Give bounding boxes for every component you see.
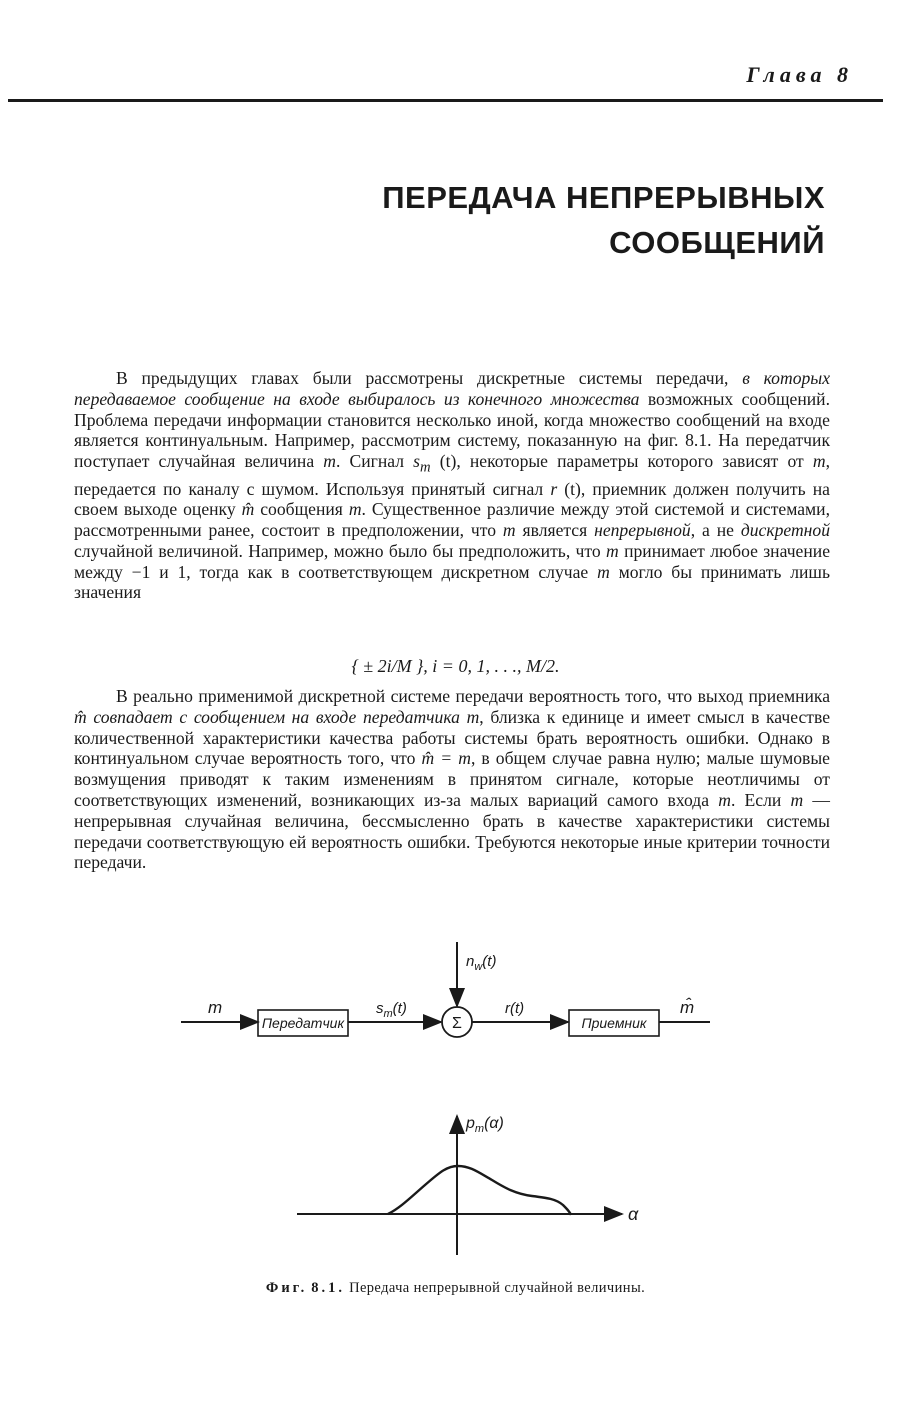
noise-label-arg: (t) [482, 953, 497, 970]
received-label: r(t) [505, 1000, 525, 1017]
signal-label [376, 1000, 407, 1020]
ylabel-arg: (α) [484, 1115, 504, 1132]
math-m: m [348, 499, 362, 520]
text-run: , в общем случае равна нулю; малые шумовые возмущения приводят к таким изменениям в принятом сигнале, которые неотличимы от соответствующих изменений, возникающих из-за малых вариаций самого входа [74, 748, 830, 810]
text-run-italic: дискретной [740, 520, 830, 541]
caption-fig-word: Фиг. [265, 1280, 308, 1296]
signal-label-main: s [376, 1000, 384, 1017]
paragraph-2 [74, 686, 830, 873]
text-run: сообщения [254, 499, 349, 520]
math-m: m [606, 540, 619, 561]
noise-label-main: n [466, 953, 475, 970]
text-run: , а не [690, 520, 741, 541]
text-run: , передается по каналу с шумом. Используя принятый сигнал [74, 451, 830, 499]
noise-label [466, 953, 496, 973]
text-run-italic: в которых передаваемое сообщение на входе выбиралось из конечного множества [74, 368, 831, 409]
math-r: r [550, 478, 558, 499]
text-run: является [515, 520, 595, 541]
math-m: m [790, 789, 804, 810]
title-line-2: СООБЩЕНИЙ [609, 225, 825, 260]
input-label: m [208, 998, 223, 1017]
title-line-1: ПЕРЕДАЧА НЕПРЕРЫВНЫХ [382, 180, 825, 215]
text-run-italic: совпадает с сообщением на входе передатчика [86, 706, 467, 727]
figure-caption [0, 1280, 911, 1297]
text-run: случайной величиной. Например, можно было бы предположить, что [74, 540, 607, 561]
signal-label-arg: (t) [392, 1000, 407, 1017]
math-mhat: m̂ [74, 706, 87, 727]
output-label: m̂ [680, 998, 695, 1017]
text-run: . Сигнал [336, 451, 414, 472]
text-run-italic: непрерывной [594, 520, 691, 541]
math-s: s [413, 451, 421, 472]
text-run: В реально применимой дискретной системе передачи вероятность того, [116, 686, 662, 706]
receiver-label: Приемник [581, 1015, 647, 1031]
math-equation: m̂ = m [421, 748, 471, 769]
transmitter-label: Передатчик [261, 1015, 345, 1031]
ylabel-sub: m [474, 1123, 485, 1135]
math-m: m [502, 520, 516, 541]
density-xlabel: α [628, 1204, 639, 1224]
text-run: . Если [730, 789, 791, 810]
text-run: возможных сообщений. Проблема передачи информации становится несколько иной, когда множество сообщений на входе является континуальным. Например, рассмотрим систему, показанную на фиг. 8.1. На передатчик поступает случайная величина [74, 388, 830, 472]
math-mhat: m̂ [241, 499, 255, 520]
sum-symbol: Σ [452, 1015, 462, 1032]
ylabel-main: p [466, 1115, 475, 1132]
paragraph-1 [74, 368, 830, 603]
chapter-label: Глава 8 [746, 62, 853, 87]
text-run: (t), приемник должен получить на своем выходе оценку [74, 478, 830, 520]
math-m: m [812, 451, 826, 472]
chapter-title [225, 175, 825, 265]
text-run: В предыдущих главах были рассмотрены дискретные системы передачи, [116, 368, 729, 388]
math-m: m [323, 451, 336, 472]
density-plot [297, 1116, 622, 1255]
text-run: принимает любое значение между −1 и 1, тогда как в соответствующем дискретном случае [74, 540, 831, 582]
math-m: m [597, 561, 610, 582]
caption-text: Передача непрерывной случайной величины. [349, 1280, 646, 1296]
text-run: , близка к единице и имеет смысл в качестве количественной характеристики качества работы системы брать вероятность ошибки. Однако в континуальном случае вероятность того, что [74, 706, 831, 769]
text-run: (t), некоторые параметры которого зависят от [430, 451, 813, 472]
density-ylabel [465, 1115, 504, 1135]
header-rule [8, 99, 883, 102]
density-curve [388, 1166, 571, 1215]
math-m: m [718, 789, 731, 810]
math-sub: m [420, 459, 431, 476]
text-run: могло бы принимать лишь значения [74, 561, 830, 603]
text-run: — непрерывная случайная величина, бессмысленно брать в качестве характеристики системы передачи соответствующую ей вероятность ошибки. Требуются некоторые иные критерии точности передачи. [74, 789, 831, 873]
text-run: что выход приемника [661, 686, 830, 706]
math-m: m [466, 706, 480, 727]
display-formula: { ± 2i/M }, i = 0, 1, . . ., M/2. [351, 656, 560, 676]
noise-label-sub: w [474, 961, 483, 973]
caption-fig-number: 8.1. [311, 1280, 346, 1296]
text-run: . Существенное различие между этой системой и системами, рассмотренными ранее, состоит в предположении, что [74, 499, 830, 541]
signal-label-sub: m [383, 1008, 393, 1020]
figure-8-1 [0, 930, 911, 1280]
